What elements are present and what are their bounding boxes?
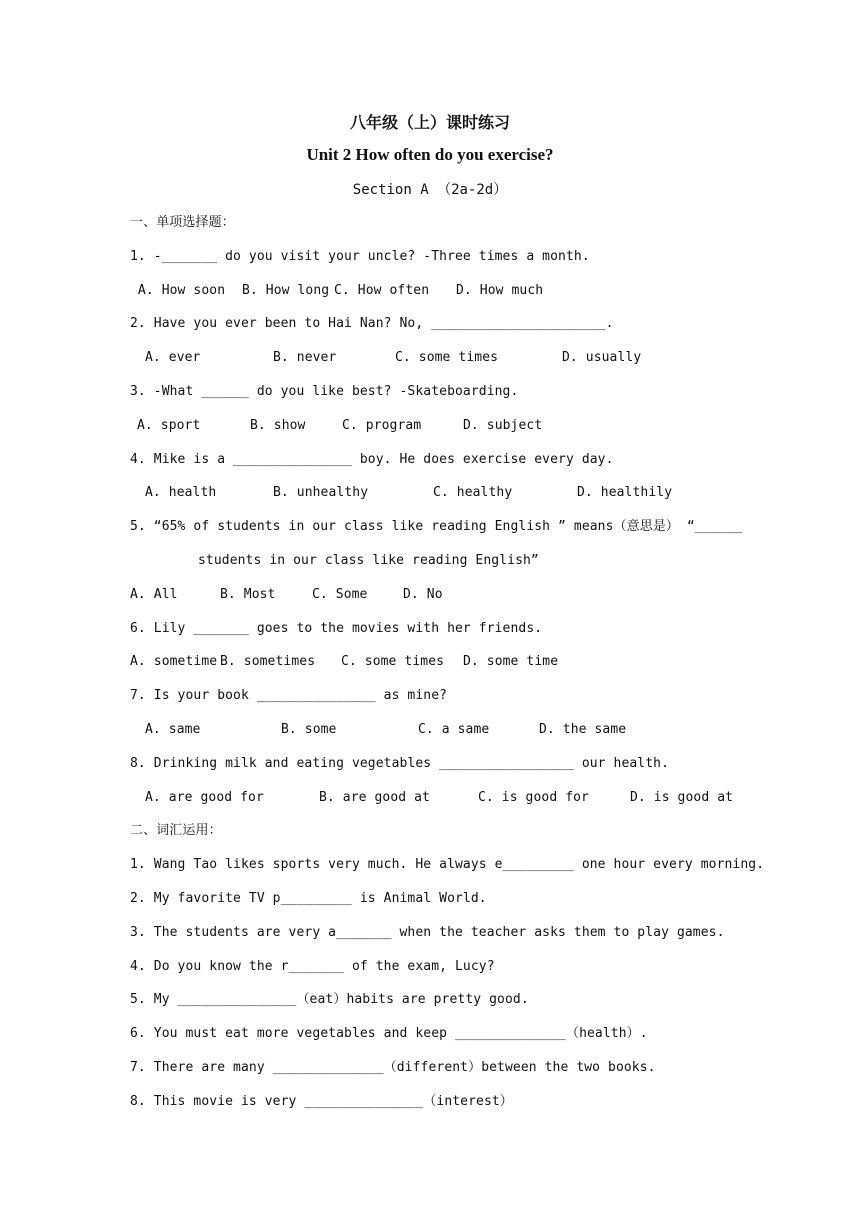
option-a: A. same	[145, 721, 201, 737]
vocab-item-1: 1. Wang Tao likes sports very much. He always e_________ one hour every morning.	[130, 857, 765, 873]
question-1-options	[130, 280, 740, 314]
option-c: C. program	[342, 417, 422, 433]
option-d: D. usually	[562, 350, 642, 366]
question-3-options	[130, 415, 740, 449]
option-b: B. show	[250, 417, 306, 433]
option-c: C. a same	[418, 721, 490, 737]
option-d: D. How much	[456, 282, 544, 298]
question-7: 7. Is your book _______________ as mine?	[130, 688, 448, 704]
option-c: C. some times	[341, 654, 445, 670]
question-4-options	[130, 482, 740, 516]
option-c: C. healthy	[433, 485, 513, 501]
question-8-options	[130, 787, 740, 821]
question-6-options	[130, 651, 740, 685]
option-b: B. How long	[242, 282, 330, 298]
option-c: C. some times	[395, 350, 499, 366]
option-d: D. healthily	[577, 485, 673, 501]
page-title: 八年级（上）课时练习	[349, 113, 510, 132]
option-a: A. How soon	[130, 282, 226, 298]
option-b: B. sometimes	[220, 654, 316, 670]
option-b: B. never	[273, 350, 337, 366]
unit-title: Unit 2 How often do you exercise?	[306, 145, 554, 164]
vocab-item-6: 6. You must eat more vegetables and keep ______________（health）.	[130, 1026, 648, 1042]
question-2-options	[130, 347, 740, 381]
option-c: C. Some	[312, 586, 368, 602]
question-4: 4. Mike is a _______________ boy. He does exercise every day.	[130, 451, 614, 467]
vocab-item-4: 4. Do you know the r_______ of the exam, Lucy?	[130, 958, 495, 974]
option-b: B. Most	[220, 586, 276, 602]
section-title: Section A （2a-2d）	[352, 182, 508, 198]
part1-heading: 一、单项选择题：	[130, 215, 235, 230]
question-7-options	[130, 719, 740, 753]
part2-heading: 二、词汇运用：	[130, 823, 222, 839]
vocab-item-3: 3. The students are very a_______ when the teacher asks them to play games.	[130, 924, 725, 940]
vocab-item-8: 8. This movie is very _______________（interest）	[130, 1093, 513, 1109]
vocab-item-2: 2. My favorite TV p_________ is Animal World.	[130, 890, 487, 906]
option-a: A. health	[145, 485, 217, 501]
question-5-continued: students in our class like reading English”	[198, 552, 539, 568]
option-b: B. unhealthy	[273, 485, 369, 501]
question-6: 6. Lily _______ goes to the movies with her friends.	[130, 620, 543, 636]
option-d: D. the same	[539, 721, 627, 737]
worksheet-content	[130, 212, 765, 1125]
option-d: D. is good at	[630, 789, 734, 805]
option-d: D. subject	[463, 417, 543, 433]
option-d: D. some time	[463, 654, 559, 670]
option-a: A. sport	[137, 417, 201, 433]
option-c: C. How often	[334, 282, 430, 298]
question-1: 1. -_______ do you visit your uncle? -Three times a month.	[130, 248, 590, 264]
option-d: D. No	[403, 586, 443, 602]
option-a: A. sometime	[130, 654, 218, 670]
option-c: C. is good for	[478, 789, 589, 805]
option-a: A. are good for	[145, 789, 264, 805]
vocab-item-7: 7. There are many ______________（different）between the two books.	[130, 1059, 656, 1075]
option-b: B. some	[281, 721, 337, 737]
question-2: 2. Have you ever been to Hai Nan? No, ______________________.	[130, 316, 614, 332]
option-b: B. are good at	[319, 789, 430, 805]
question-3: 3. -What ______ do you like best? -Skateboarding.	[130, 383, 519, 399]
question-8: 8. Drinking milk and eating vegetables _________________ our health.	[130, 755, 670, 771]
question-5-options	[130, 584, 740, 618]
question-5: 5. “65% of students in our class like reading English ” means（意思是） “______	[130, 519, 743, 535]
option-a: A. ever	[145, 350, 201, 366]
vocab-item-5: 5. My _______________（eat）habits are pretty good.	[130, 992, 529, 1008]
option-a: A. All	[130, 586, 178, 602]
